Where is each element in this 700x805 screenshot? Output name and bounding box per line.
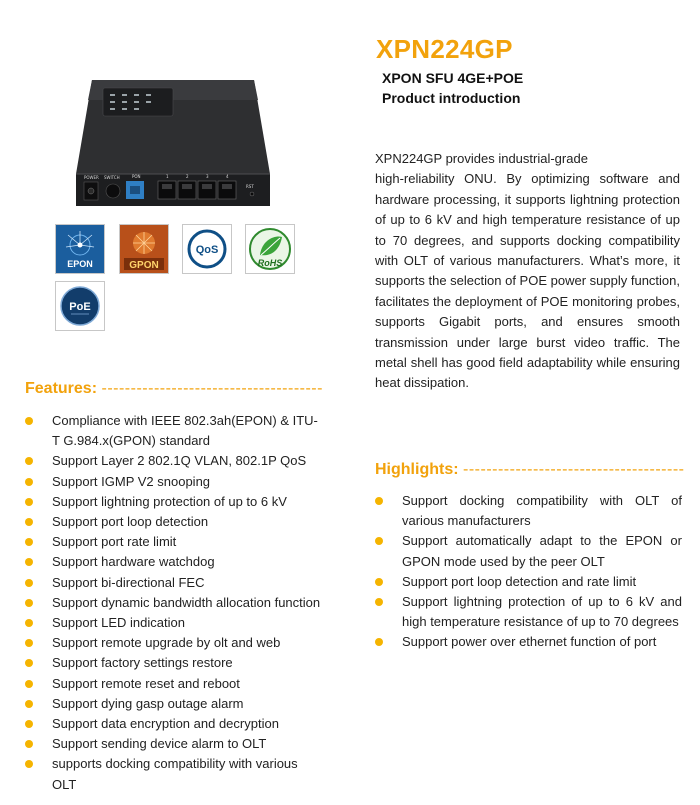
bullet-icon xyxy=(25,478,33,486)
highlights-heading xyxy=(375,461,684,479)
list-item: Support hardware watchdog xyxy=(25,552,325,572)
list-item: Compliance with IEEE 802.3ah(EPON) & ITU-T G.984.x(GPON) standard xyxy=(25,411,325,451)
label-port-3: 3 xyxy=(206,174,209,179)
bullet-icon xyxy=(25,700,33,708)
label-switch: SWITCH xyxy=(104,175,120,180)
epon-icon xyxy=(56,225,104,273)
gpon-label: GPON xyxy=(129,260,159,271)
bullet-icon xyxy=(25,599,33,607)
rohs-label: RoHS xyxy=(257,258,283,268)
list-item: Support lightning protection of up to 6 kV and high temperature resistance of up to 70 degrees xyxy=(375,592,682,632)
list-item: Support remote upgrade by olt and web xyxy=(25,633,325,653)
list-item: supports docking compatibility with various OLT xyxy=(25,754,325,794)
rohs-badge xyxy=(245,224,295,274)
product-title: XPN224GP xyxy=(376,34,513,64)
bullet-icon xyxy=(25,760,33,768)
label-port-1: 1 xyxy=(166,174,169,179)
bullet-icon xyxy=(375,598,383,606)
product-subtitle xyxy=(382,68,523,108)
list-item: Support port loop detection and rate limit xyxy=(375,572,682,592)
list-item: Support remote reset and reboot xyxy=(25,674,325,694)
features-heading-rule: -------------------------------------- xyxy=(101,380,323,397)
subtitle-model-line: XPON SFU 4GE+POE xyxy=(382,70,524,86)
bullet-icon xyxy=(25,619,33,627)
list-item: Support power over ethernet function of port xyxy=(375,632,682,652)
list-item: Support factory settings restore xyxy=(25,653,325,673)
label-port-2: 2 xyxy=(186,174,189,179)
product-description xyxy=(375,149,680,394)
description-body: high-reliability ONU. By optimizing software and hardware processing, it supports lightning protection of up to 6 kV and high temperature resistance of up to 70 degrees, and supports docking compatibility with OLT of various manufacturers. What’s more, it supports the selection of POE power supply function, facilitates the deployment of POE monitoring probes, supports Gigabit ports, and ensures smooth transmission under large burst video traffic. The metal shell has good field adaptability while ensuring heat dissipation. xyxy=(375,171,680,391)
list-item: Support data encryption and decryption xyxy=(25,714,325,734)
bullet-icon xyxy=(25,579,33,587)
label-pon: PON xyxy=(132,174,141,179)
list-item: Support docking compatibility with OLT of various manufacturers xyxy=(375,491,682,531)
subtitle-intro-line: Product introduction xyxy=(382,90,521,106)
poe-icon xyxy=(56,282,104,330)
qos-label: QoS xyxy=(195,244,219,256)
bullet-icon xyxy=(25,720,33,728)
list-item: Support automatically adapt to the EPON or GPON mode used by the peer OLT xyxy=(375,531,682,571)
bullet-icon xyxy=(25,417,33,425)
bullet-icon xyxy=(375,578,383,586)
list-item: Support sending device alarm to OLT xyxy=(25,734,325,754)
label-rst: RST xyxy=(246,184,254,189)
epon-badge xyxy=(55,224,105,274)
qos-badge xyxy=(182,224,232,274)
bullet-icon xyxy=(25,457,33,465)
list-item: Support bi-directional FEC xyxy=(25,573,325,593)
features-heading xyxy=(25,380,323,398)
features-list xyxy=(25,411,325,795)
list-item: Support IGMP V2 snooping xyxy=(25,472,325,492)
rohs-icon xyxy=(246,225,294,273)
list-item: Support LED indication xyxy=(25,613,325,633)
highlights-heading-label: Highlights: xyxy=(375,461,459,478)
gpon-badge xyxy=(119,224,169,274)
list-item: Support Layer 2 802.1Q VLAN, 802.1P QoS xyxy=(25,451,325,471)
list-item: Support dying gasp outage alarm xyxy=(25,694,325,714)
bullet-icon xyxy=(25,659,33,667)
highlights-heading-rule: -------------------------------------- xyxy=(463,461,685,478)
epon-label: EPON xyxy=(67,259,93,269)
label-power: POWER xyxy=(84,175,99,180)
list-item: Support port rate limit xyxy=(25,532,325,552)
product-image xyxy=(70,78,275,210)
bullet-icon xyxy=(25,680,33,688)
bullet-icon xyxy=(25,498,33,506)
bullet-icon xyxy=(25,538,33,546)
bullet-icon xyxy=(25,558,33,566)
list-item: Support dynamic bandwidth allocation function xyxy=(25,593,325,613)
poe-badge xyxy=(55,281,105,331)
highlights-list xyxy=(375,491,682,653)
bullet-icon xyxy=(375,537,383,545)
description-first-line: XPN224GP provides industrial-grade xyxy=(375,151,588,166)
bullet-icon xyxy=(375,638,383,646)
bullet-icon xyxy=(25,518,33,526)
bullet-icon xyxy=(375,497,383,505)
bullet-icon xyxy=(25,639,33,647)
poe-label: PoE xyxy=(69,301,91,313)
gpon-icon xyxy=(120,225,168,273)
features-heading-label: Features: xyxy=(25,380,98,397)
bullet-icon xyxy=(25,740,33,748)
list-item: Support lightning protection of up to 6 kV xyxy=(25,492,325,512)
label-port-4: 4 xyxy=(226,174,229,179)
list-item: Support port loop detection xyxy=(25,512,325,532)
qos-icon xyxy=(183,225,231,273)
